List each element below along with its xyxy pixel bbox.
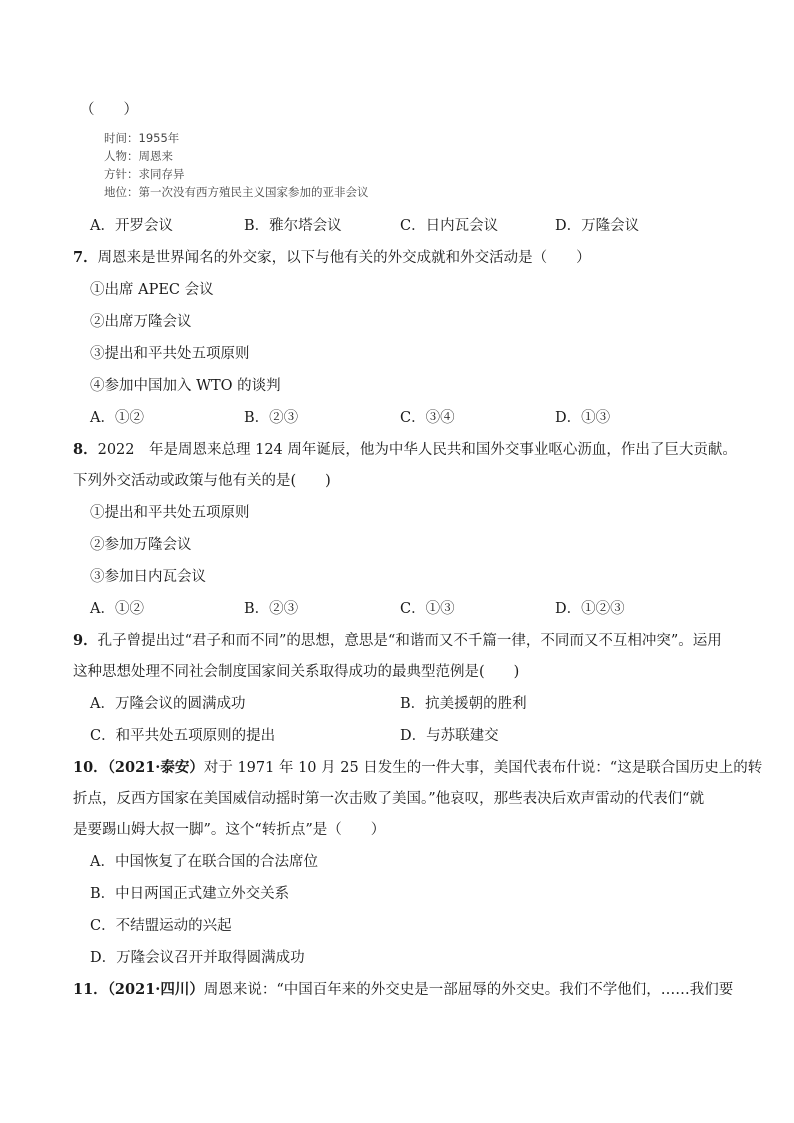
q10-stem-line2: 折点，反西方国家在美国威信动摇时第一次击败了美国。”他哀叹，那些表决后欢声雷动的代表们“就 [73, 791, 705, 807]
q9-number: 9． [73, 632, 98, 649]
q8-stem-text-1: 2022 年是周恩来总理 124 周年诞辰，他为中华人民共和国外交事业呕心沥血，作出了巨大贡献。 [97, 442, 737, 458]
q8-stem-line1 [73, 440, 737, 460]
q9-option-d[interactable]: D．与苏联建交 [400, 728, 499, 744]
q6-answer-blank: （ ） [80, 102, 138, 118]
q8-option-d[interactable]: D．①②③ [555, 601, 625, 617]
q6-info-status: 地位：第一次没有西方殖民主义国家参加的亚非会议 [104, 185, 369, 199]
q7-item-1: ①出席 APEC 会议 [90, 282, 214, 298]
q7-number: 7． [73, 249, 98, 266]
q9-option-a[interactable]: A．万隆会议的圆满成功 [90, 696, 246, 712]
q7-option-d[interactable]: D．①③ [555, 410, 611, 426]
q6-option-b[interactable]: B．雅尔塔会议 [244, 218, 342, 234]
q9-stem-line2: 这种思想处理不同社会制度国家间关系取得成功的最典型范例是( ) [73, 664, 520, 680]
q7-option-b[interactable]: B．②③ [244, 410, 299, 426]
q11-stem-text-1: 周恩来说：“中国百年来的外交史是一部屈辱的外交史。我们不学他们，……我们要 [203, 982, 734, 998]
q6-info-time: 时间：1955年 [104, 131, 180, 145]
q11-stem-line1 [73, 980, 733, 1000]
q9-option-c[interactable]: C．和平共处五项原则的提出 [90, 728, 276, 744]
q6-info-person: 人物：周恩来 [104, 149, 173, 163]
q8-item-1: ①提出和平共处五项原则 [90, 505, 250, 521]
q10-number: 10． [73, 759, 108, 776]
q7-option-a[interactable]: A．①② [90, 410, 144, 426]
q7-option-c[interactable]: C．③④ [400, 410, 455, 426]
q10-option-d[interactable]: D．万隆会议召开并取得圆满成功 [90, 950, 305, 966]
q10-source: （2021·泰安） [107, 759, 204, 776]
q8-item-3: ③参加日内瓦会议 [90, 569, 206, 585]
q7-item-2: ②出席万隆会议 [90, 314, 192, 330]
q10-stem-line3: 是要踢山姆大叔一脚”。这个“转折点”是（ ） [73, 822, 386, 838]
q10-option-c[interactable]: C．不结盟运动的兴起 [90, 918, 232, 934]
q10-option-b[interactable]: B．中日两国正式建立外交关系 [90, 886, 290, 902]
q9-option-b[interactable]: B．抗美援朝的胜利 [400, 696, 527, 712]
q9-stem-line1 [73, 631, 722, 651]
q7-stem-text: 周恩来是世界闻名的外交家，以下与他有关的外交成就和外交活动是（ ） [97, 250, 591, 266]
q7-stem [73, 248, 591, 268]
q6-option-d[interactable]: D．万隆会议 [555, 218, 640, 234]
q6-info-policy: 方针：求同存异 [104, 167, 185, 181]
q11-number: 11． [73, 981, 108, 998]
q8-option-b[interactable]: B．②③ [244, 601, 299, 617]
q10-option-a[interactable]: A．中国恢复了在联合国的合法席位 [90, 854, 318, 870]
q8-option-a[interactable]: A．①② [90, 601, 144, 617]
q8-number: 8． [73, 441, 98, 458]
q7-item-3: ③提出和平共处五项原则 [90, 346, 250, 362]
q8-stem-line2: 下列外交活动或政策与他有关的是( ) [73, 473, 331, 489]
q8-option-c[interactable]: C．①③ [400, 601, 455, 617]
q6-option-a[interactable]: A．开罗会议 [90, 218, 173, 234]
q6-option-c[interactable]: C．日内瓦会议 [400, 218, 499, 234]
q7-item-4: ④参加中国加入 WTO 的谈判 [90, 378, 281, 394]
q9-stem-text-1: 孔子曾提出过“君子和而不同”的思想，意思是“和谐而又不千篇一律，不同而又不互相冲突”。运用 [97, 633, 722, 649]
q10-stem-line1 [73, 758, 762, 778]
q11-source: （2021·四川） [107, 981, 204, 998]
q8-item-2: ②参加万隆会议 [90, 537, 192, 553]
q10-stem-text-1: 对于 1971 年 10 月 25 日发生的一件大事，美国代表布什说：“这是联合国历史上的转 [203, 760, 763, 776]
